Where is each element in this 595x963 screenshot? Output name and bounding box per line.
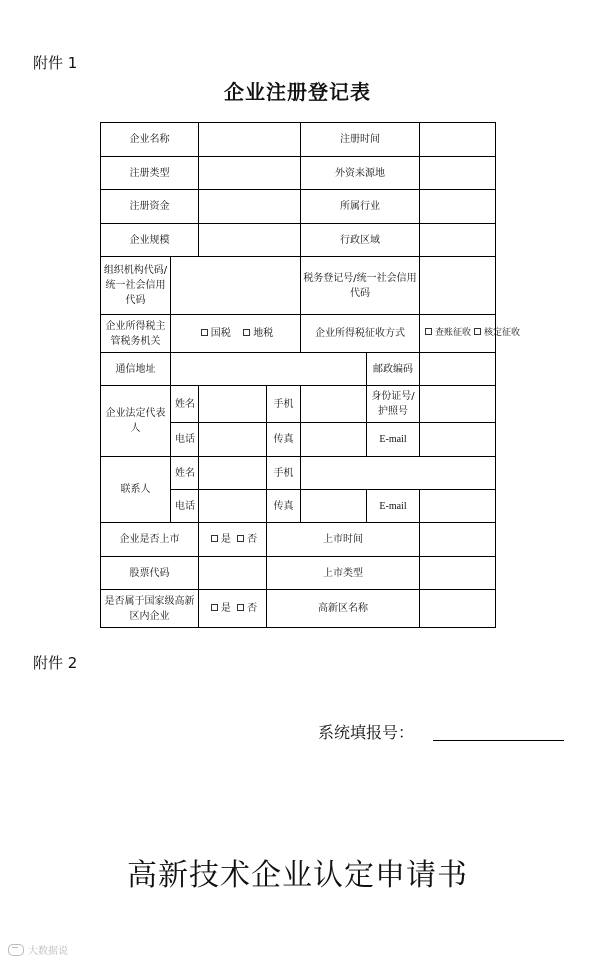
contact-phone-label: 电话 [171,490,199,523]
verify-collect-checkbox[interactable] [474,328,481,335]
listed-label: 企业是否上市 [101,523,199,557]
application-title: 高新技术企业认定申请书 [127,858,468,893]
verify-collect-label: 核定征收 [484,328,521,338]
listing-type-cell[interactable] [420,557,496,590]
in-zone-label: 是否属于国家级高新区内企业 [101,590,199,628]
scale-label: 企业规模 [101,224,199,257]
watermark-logo-icon [8,944,24,956]
id-passport-cell[interactable] [420,386,496,423]
postcode-cell[interactable] [420,353,496,386]
tax-method-label: 企业所得税征收方式 [301,315,420,353]
legal-rep-label: 企业法定代表人 [101,386,171,457]
form-title: 企业注册登记表 [224,80,371,104]
system-number-field[interactable] [433,740,564,741]
in-zone-no-label: 否 [247,603,258,614]
tax-authority-label: 企业所得税主管税务机关 [101,315,171,353]
admin-region-cell[interactable] [420,224,496,257]
company-name-label: 企业名称 [101,123,199,157]
contact-email-cell[interactable] [420,490,496,523]
registration-table [100,122,521,628]
legal-rep-mobile-cell[interactable] [301,386,367,423]
tax-authority-options [171,315,301,353]
audit-collect-checkbox[interactable] [425,328,432,335]
tax-method-options [420,315,521,353]
legal-rep-fax-cell[interactable] [301,423,367,457]
stock-code-label: 股票代码 [101,557,199,590]
contact-fax-label: 传真 [267,490,301,523]
legal-rep-mobile-label: 手机 [267,386,301,423]
reg-capital-label: 注册资金 [101,190,199,224]
contact-fax-cell[interactable] [301,490,367,523]
id-passport-label: 身份证号/护照号 [367,386,420,423]
legal-rep-phone-label: 电话 [171,423,199,457]
listed-options [199,523,267,557]
national-tax-label: 国税 [210,328,231,339]
in-zone-no-checkbox[interactable] [237,604,244,611]
legal-rep-name-cell[interactable] [199,386,267,423]
annex-1-label: 附件 1 [33,54,78,72]
industry-label: 所属行业 [301,190,420,224]
national-tax-checkbox[interactable] [201,329,208,336]
contact-email-label: E-mail [367,490,420,523]
contact-name-cell[interactable] [199,457,267,490]
reg-type-label: 注册类型 [101,157,199,190]
stock-code-cell[interactable] [199,557,267,590]
listing-time-cell[interactable] [420,523,496,557]
contact-phone-cell[interactable] [199,490,267,523]
listed-yes-label: 是 [220,534,231,545]
zone-name-cell[interactable] [420,590,496,628]
system-number-label: 系统填报号： [318,723,415,742]
reg-time-cell[interactable] [420,123,496,157]
contact-name-label: 姓名 [171,457,199,490]
reg-time-label: 注册时间 [301,123,420,157]
foreign-source-label: 外资来源地 [301,157,420,190]
industry-cell[interactable] [420,190,496,224]
listing-type-label: 上市类型 [267,557,420,590]
legal-rep-fax-label: 传真 [267,423,301,457]
watermark-text: 大数据说 [28,946,68,957]
reg-capital-cell[interactable] [199,190,301,224]
contact-label: 联系人 [101,457,171,523]
zone-name-label: 高新区名称 [267,590,420,628]
address-label: 通信地址 [101,353,171,386]
address-cell[interactable] [171,353,367,386]
legal-rep-name-label: 姓名 [171,386,199,423]
legal-rep-phone-cell[interactable] [199,423,267,457]
audit-collect-label: 查账征收 [435,328,472,338]
listed-no-checkbox[interactable] [237,535,244,542]
listing-time-label: 上市时间 [267,523,420,557]
contact-mobile-label: 手机 [267,457,301,490]
postcode-label: 邮政编码 [367,353,420,386]
tax-code-label: 税务登记号/统一社会信用代码 [301,257,420,315]
in-zone-options [199,590,267,628]
admin-region-label: 行政区域 [301,224,420,257]
contact-mobile-cell[interactable] [301,457,496,490]
reg-type-cell[interactable] [199,157,301,190]
tax-code-cell[interactable] [420,257,496,315]
foreign-source-cell[interactable] [420,157,496,190]
in-zone-yes-label: 是 [220,603,231,614]
listed-yes-checkbox[interactable] [211,535,218,542]
company-name-cell[interactable] [199,123,301,157]
org-code-cell[interactable] [171,257,301,315]
legal-rep-email-cell[interactable] [420,423,496,457]
in-zone-yes-checkbox[interactable] [211,604,218,611]
listed-no-label: 否 [247,534,258,545]
local-tax-checkbox[interactable] [243,329,250,336]
legal-rep-email-label: E-mail [367,423,420,457]
annex-2-label: 附件 2 [33,654,78,672]
scale-cell[interactable] [199,224,301,257]
watermark [8,942,68,957]
org-code-label: 组织机构代码/统一社会信用代码 [101,257,171,315]
local-tax-label: 地税 [253,328,274,339]
